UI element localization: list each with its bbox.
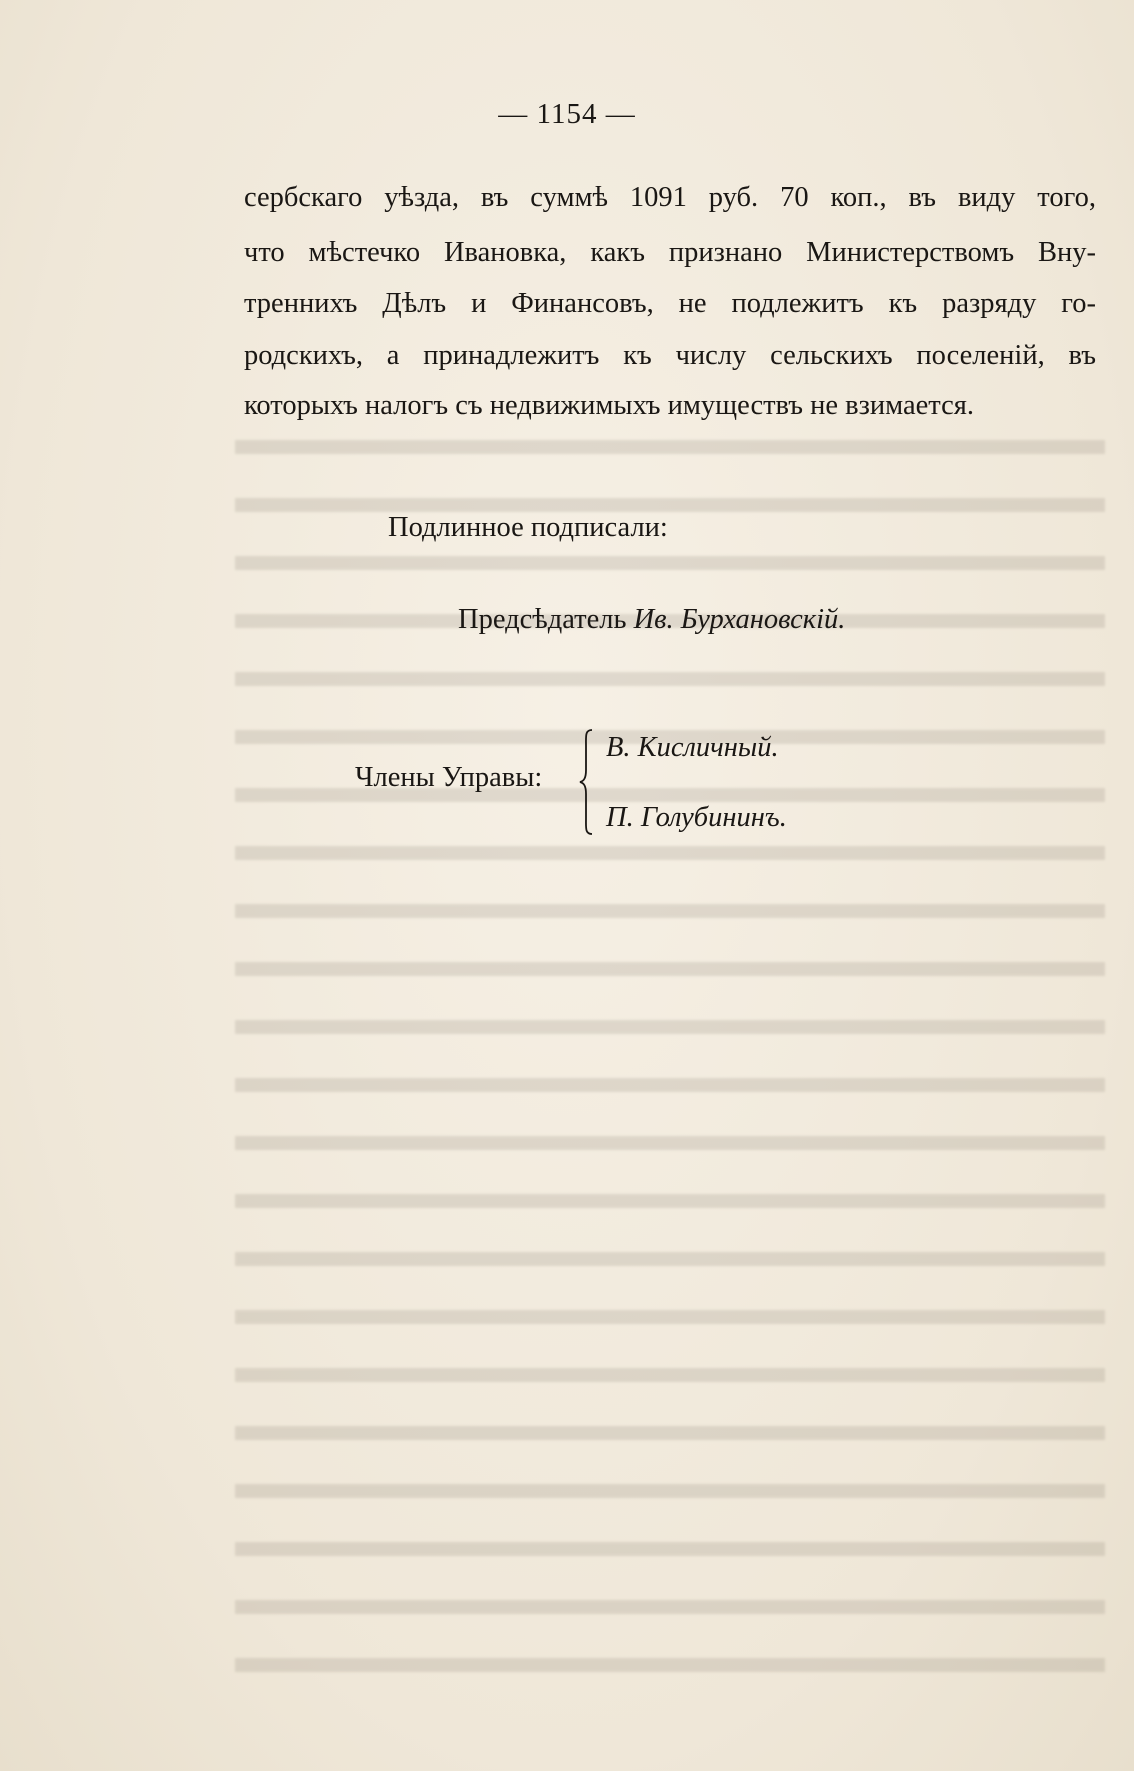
member-signature: В. Кисличный. xyxy=(606,732,779,763)
member-signature: П. Голубининъ. xyxy=(606,802,787,833)
chairman-title: Предсѣдатель xyxy=(458,604,627,635)
chairman-signature xyxy=(458,604,845,636)
members-label: Члены Управы: xyxy=(355,762,543,793)
page-number: — 1154 — xyxy=(498,98,636,130)
chairman-name: Ив. Бурхановскій. xyxy=(633,604,846,635)
curly-brace-icon xyxy=(578,728,596,836)
signed-label: Подлинное подписали: xyxy=(388,512,668,543)
document-page: — 1154 — сербскаго уѣзда, въ суммѣ 1091 руб. 70 коп., въ виду того, что мѣстечко Ивановка, какъ признано Министерствомъ Вну- треннихъ Дѣлъ и Финансовъ, не подлежитъ къ разряду го- родскихъ, а принадлежитъ къ числу сельскихъ поселеній, въ которыхъ налогъ съ недвижимыхъ имуществъ не взимается. Подлинное подписали: Предсѣдатель Ив. Бурхановскій. Члены Управы: В. Кисличный. П. Голубининъ. xyxy=(0,0,1134,1771)
